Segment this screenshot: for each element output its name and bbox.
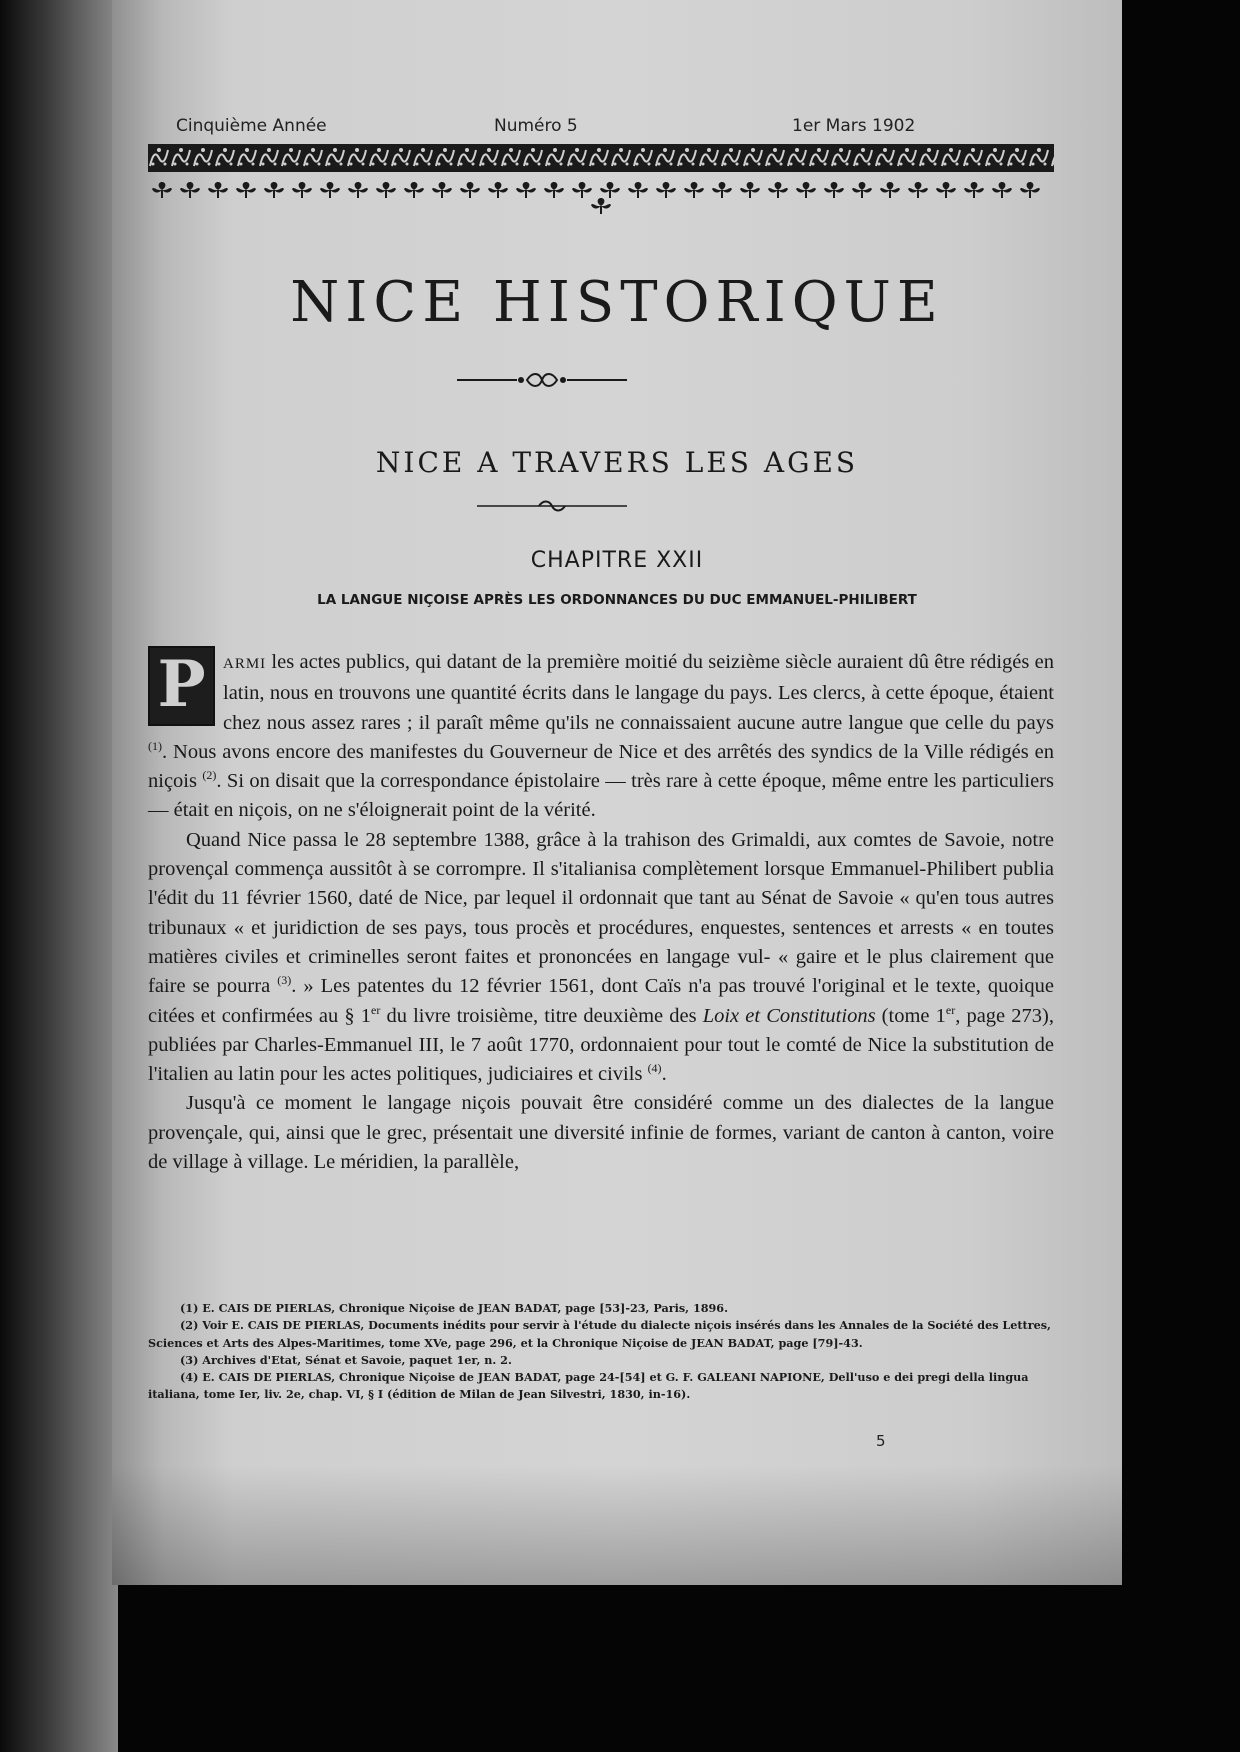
paragraph-3: Jusqu'à ce moment le langage niçois pouvait être considéré comme un des dialectes de la langue provençale, qui, ainsi que le grec, présentait une diversité infinie de formes, variant de canton à canton, voire de village à village. Le méridien, la parallèle, — [148, 1092, 1054, 1174]
footnote-4: (4) E. CAIS DE PIERLAS, Chronique Niçoise de JEAN BADAT, page 24-[54] et G. F. GALEANI NAPIONE, Dell'uso e dei pregi della lingua italiana, tome Ier, liv. 2e, chap. VI, § I (édition de Milan de Jean Silvestri, 1830, in-16). — [148, 1370, 1029, 1402]
chapter-subheading: LA LANGUE NIÇOISE APRÈS LES ORDONNANCES DU DUC EMMANUEL-PHILIBERT — [317, 592, 917, 608]
scan-left-edge — [0, 0, 118, 1752]
footnote-3: (3) Archives d'Etat, Sénat et Savoie, paquet 1er, n. 2. — [180, 1352, 512, 1367]
ornamental-fleuron-row — [148, 176, 1054, 216]
title-ornament — [457, 370, 627, 390]
drop-cap: P — [148, 646, 215, 726]
series-title: NICE A TRAVERS LES AGES — [375, 446, 859, 479]
header-issue-number: Numéro 5 — [494, 116, 578, 136]
footnotes — [148, 1300, 1054, 1404]
footnote-ref-1: (1) — [148, 739, 162, 754]
chapter-heading: CHAPITRE XXII — [530, 548, 704, 573]
ornamental-border-top — [148, 144, 1054, 172]
footnote-ref-4: (4) — [647, 1061, 662, 1076]
header-date: 1er Mars 1902 — [792, 116, 916, 136]
footnote-1: (1) E. CAIS DE PIERLAS, Chronique Niçoise de JEAN BADAT, page [53]-23, Paris, 1896. — [180, 1301, 728, 1315]
document-page — [112, 0, 1122, 1585]
paragraph-1: P ARMI les actes publics, qui datant de la première moitié du seizième siècle auraient dû être rédigés en latin, nous en trouvons une quantité écrits dans le langage du pays. Les clercs, à cette époque, étaient chez nous assez rares ; il paraît même qu'ils ne connaissaient aucune autre langue que celle du pays $^{(1)}$. Nous avons encore des manifestes du Gouverneur de Nice et des arrêtés des syndics de la Ville rédigés en niçois $^{(2)}$. Si on disait que la correspondance épistolaire — très rare à cette époque, même entre les particuliers — était en niçois, on ne s'éloignerait point de la vérité. — [148, 647, 1055, 822]
footnote-2: (2) Voir E. CAIS DE PIERLAS, Documents inédits pour servir à l'étude du dialecte niçois insérés dans les Annales de la Société des Lettres, Sciences et Arts des Alpes-Maritimes, tome XVe, page 296, et la Chronique Niçoise de JEAN BADAT, page [79]-43. — [148, 1318, 1051, 1350]
paragraph-2: Quand Nice passa le 28 septembre 1388, grâce à la trahison des Grimaldi, aux comtes de Savoie, notre provençal commença aussitôt à se corrompre. Il s'italianisa complètement lorsque Emmanuel-Philibert publia l'édit du 11 février 1560, daté de Nice, par lequel il ordonnait que tant au Sénat de Savoie « qu'en tous autres tribunaux « et juridiction de ses pays, tous procès et procédures, enquestes, sentences et arrests « en toutes matières civiles et criminelles seront faites et prononcées en langage vul- « gaire et le plus clairement que faire se pourra $^{(3)}$. » Les patentes du 12 février 1561, dont Caïs n'a pas trouvé l'original et le texte, quoique citées et confirmées au § 1er du livre troisième, titre deuxième des Loix et Constitutions (tome 1er, page 273), publiées par Charles-Emmanuel III, le 7 août 1770, ordonnaient pour tout le comté de Nice la substitution de l'italien au latin pour les actes politiques, judiciaires et civils $^{(4)}$. — [148, 828, 1054, 1086]
footnote-ref-3: (3) — [277, 973, 292, 988]
header-year: Cinquième Année — [176, 116, 327, 136]
page-number: 5 — [876, 1432, 886, 1450]
journal-title: NICE HISTORIQUE — [290, 270, 944, 335]
series-ornament — [477, 498, 627, 512]
article-body — [148, 648, 1054, 1177]
footnote-ref-2: (2) — [202, 768, 217, 783]
